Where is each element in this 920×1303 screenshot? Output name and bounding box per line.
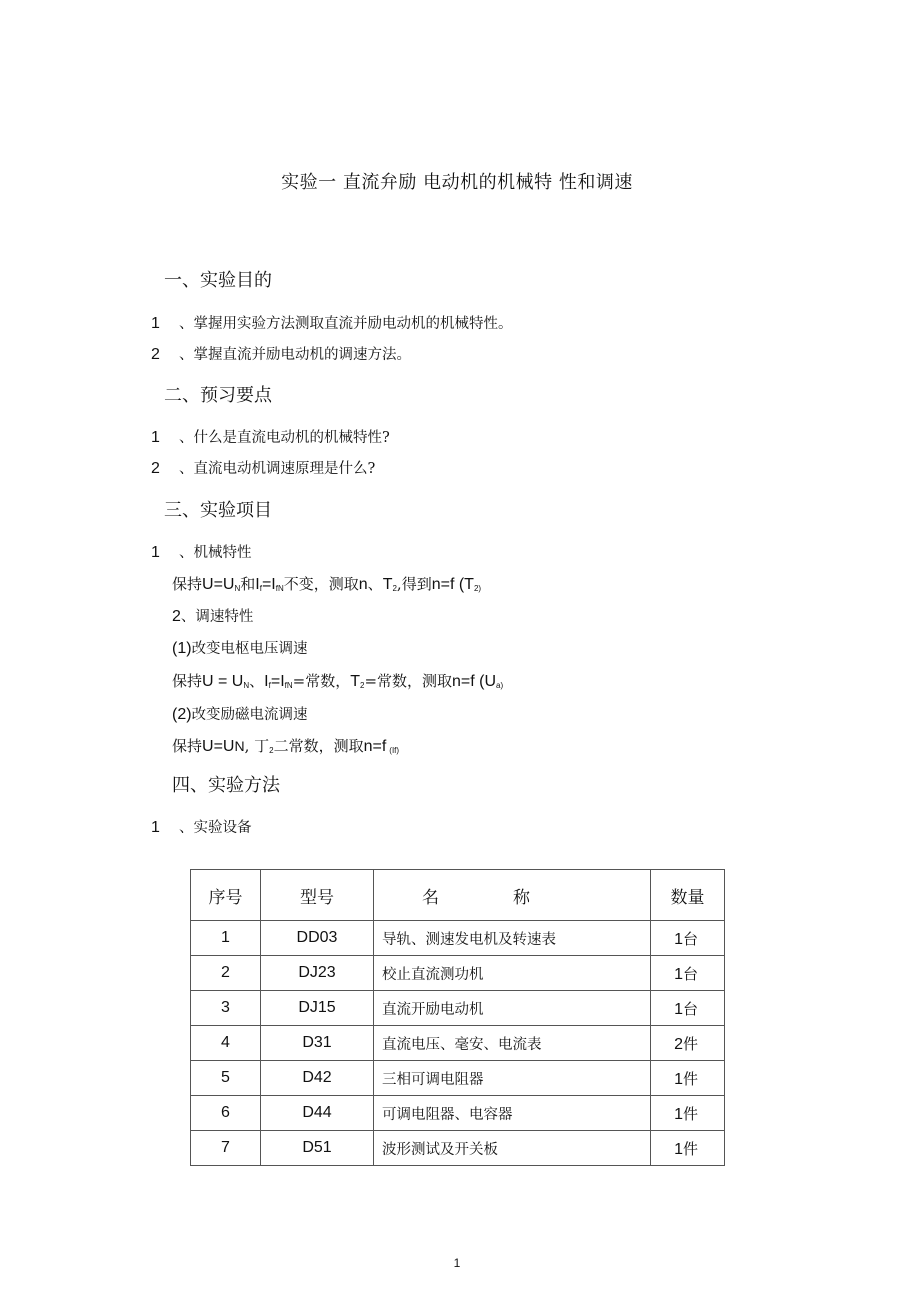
cell-model: D42 (261, 1061, 374, 1096)
project-item-1 (151, 541, 252, 562)
mechanical-condition-line (172, 573, 481, 594)
item-number: 1 (151, 544, 160, 561)
formula: n=f (363, 738, 387, 755)
text: =常数， (292, 672, 351, 690)
text: 、 (249, 672, 265, 690)
table-row (191, 956, 725, 991)
cell-model: D31 (261, 1026, 374, 1061)
cell-name: 可调电阻器、电容器 (374, 1096, 651, 1131)
equipment-table (190, 869, 725, 1166)
qty-number: 1 (674, 1000, 683, 1018)
item-text: 、什么是直流电动机的机械特性? (179, 430, 390, 446)
cell-index: 6 (191, 1096, 261, 1131)
item-number: 1 (151, 429, 160, 446)
qty-number: 2 (674, 1035, 683, 1053)
text: 二常数，测取 (273, 737, 364, 755)
item-text: 、掌握直流并励电动机的调速方法。 (179, 347, 411, 363)
formula: U=U (202, 738, 235, 755)
formula: I (264, 673, 269, 690)
subitem-text: 改变电枢电压调速 (191, 641, 308, 657)
table-row (191, 1131, 725, 1166)
text: 不变，测取 (283, 575, 359, 593)
cell-name: 直流开励电动机 (374, 991, 651, 1026)
section-heading-items: 三、实验项目 (164, 500, 272, 521)
qty-unit: 台 (682, 929, 698, 948)
cell-name: 校止直流测功机 (374, 956, 651, 991)
cell-qty (651, 1096, 725, 1131)
text: 保持 (172, 737, 203, 755)
page-number: 1 (453, 1256, 461, 1270)
item-number: 2 (151, 346, 160, 363)
section-heading-method: 四、实验方法 (172, 775, 280, 796)
table-row (191, 991, 725, 1026)
subscript: 2 (360, 681, 365, 690)
formula: T (382, 576, 393, 593)
item-number: 1 (151, 819, 160, 836)
item-number: 1 (151, 315, 160, 332)
qty-unit: 台 (682, 964, 698, 983)
cell-index: 7 (191, 1131, 261, 1166)
cell-index: 1 (191, 921, 261, 956)
formula: N (234, 738, 245, 754)
formula: U=U (202, 576, 235, 593)
text: , 丁 (244, 737, 270, 755)
qty-number: 1 (674, 1105, 683, 1123)
subscript: f (259, 584, 262, 593)
qty-unit: 件 (682, 1139, 698, 1158)
cell-index: 2 (191, 956, 261, 991)
subitem-number: (1) (172, 640, 192, 657)
item-text: 、调速特性 (180, 609, 254, 625)
table-header-row (191, 870, 725, 921)
cell-name: 三相可调电阻器 (374, 1061, 651, 1096)
subitem-field (172, 703, 308, 724)
cell-index: 4 (191, 1026, 261, 1061)
objective-item-1 (151, 312, 513, 333)
cell-qty (651, 1061, 725, 1096)
item-number: 2 (172, 608, 181, 625)
item-text: 、直流电动机调速原理是什么? (179, 461, 376, 477)
text: ,得到 (396, 575, 432, 593)
subitem-text: 改变励磁电流调速 (191, 707, 308, 723)
project-item-2 (172, 605, 253, 626)
qty-unit: 件 (682, 1034, 698, 1053)
method-item-1 (151, 816, 252, 837)
text: 和 (240, 575, 256, 593)
table-row (191, 1026, 725, 1061)
formula: n=f (T (431, 576, 474, 593)
subscript: 2 (392, 584, 397, 593)
cell-model: DD03 (261, 921, 374, 956)
formula: T (350, 673, 360, 690)
cell-qty (651, 1131, 725, 1166)
qty-number: 1 (674, 1140, 683, 1158)
subscript: fN (275, 584, 284, 593)
cell-qty (651, 991, 725, 1026)
cell-qty (651, 921, 725, 956)
document-title: 实验一 直流弁励 电动机的机械特 性和调速 (281, 172, 633, 193)
qty-number: 1 (674, 965, 683, 983)
subscript: 2 (269, 746, 274, 755)
item-text: 、掌握用实验方法测取直流并励电动机的机械特性。 (179, 316, 513, 332)
subitem-number: (2) (172, 706, 192, 723)
qty-unit: 台 (682, 999, 698, 1018)
formula: U = U (202, 673, 244, 690)
header-index: 序号 (191, 870, 261, 921)
formula: n (358, 576, 368, 593)
subscript: 2) (473, 584, 482, 593)
formula: n=f (U (452, 673, 497, 690)
armature-condition-line (172, 670, 503, 691)
subscript: f (268, 681, 271, 690)
subscript: (If) (389, 746, 400, 755)
subscript: fN (284, 681, 293, 690)
cell-model: DJ15 (261, 991, 374, 1026)
table-row (191, 1061, 725, 1096)
cell-name: 直流电压、毫安、电流表 (374, 1026, 651, 1061)
qty-unit: 件 (682, 1069, 698, 1088)
preview-item-1 (151, 426, 390, 447)
formula: =I (270, 673, 285, 690)
text: =常数，测取 (364, 672, 453, 690)
cell-model: D44 (261, 1096, 374, 1131)
qty-number: 1 (674, 1070, 683, 1088)
item-text: 、实验设备 (179, 820, 252, 836)
item-text: 、机械特性 (179, 545, 252, 561)
subscript: N (243, 681, 250, 690)
cell-name: 波形测试及开关板 (374, 1131, 651, 1166)
subitem-armature (172, 637, 308, 658)
item-number: 2 (151, 460, 160, 477)
cell-index: 3 (191, 991, 261, 1026)
table-row (191, 1096, 725, 1131)
preview-item-2 (151, 457, 375, 478)
text: 保持 (172, 575, 203, 593)
section-heading-objectives: 一、实验目的 (164, 270, 272, 291)
cell-model: DJ23 (261, 956, 374, 991)
header-model: 型号 (261, 870, 374, 921)
cell-index: 5 (191, 1061, 261, 1096)
subscript: N (234, 584, 241, 593)
header-name (374, 870, 651, 921)
text: 保持 (172, 672, 203, 690)
subscript: a) (496, 681, 504, 690)
qty-unit: 件 (682, 1104, 698, 1123)
cell-qty (651, 1026, 725, 1061)
header-name-right: 称 (513, 887, 530, 908)
field-condition-line (172, 735, 399, 756)
objective-item-2 (151, 343, 411, 364)
header-qty: 数量 (651, 870, 725, 921)
qty-number: 1 (674, 930, 683, 948)
cell-qty (651, 956, 725, 991)
formula: I (255, 576, 260, 593)
text: 、 (367, 575, 383, 593)
section-heading-preview: 二、预习要点 (164, 385, 272, 406)
table-row (191, 921, 725, 956)
cell-name: 导轨、测速发电机及转速表 (374, 921, 651, 956)
cell-model: D51 (261, 1131, 374, 1166)
header-name-left: 名 (422, 887, 439, 908)
formula: =I (261, 576, 276, 593)
